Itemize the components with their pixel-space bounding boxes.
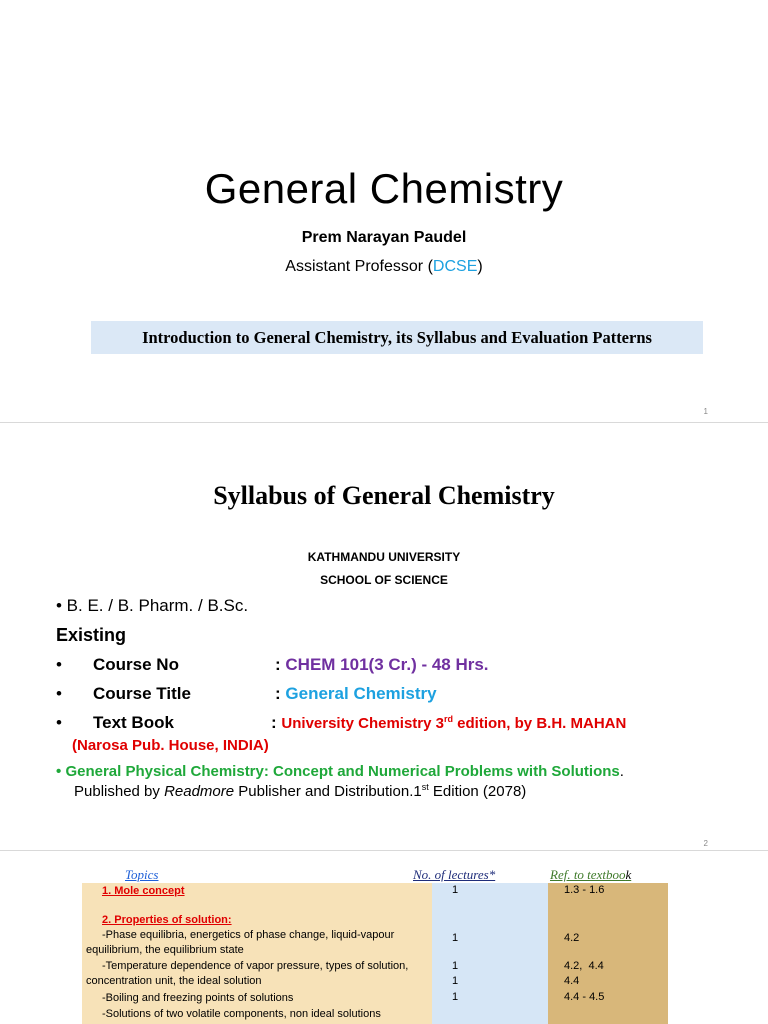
topic-cell: 2. Properties of solution:	[102, 914, 232, 926]
topic-cell: -Boiling and freezing points of solutions	[102, 992, 294, 1004]
header-topics: Topics	[125, 867, 159, 882]
reference-cell: 4.2, 4.4 4.4	[564, 960, 604, 987]
course-title-label: Course Title	[93, 684, 191, 703]
reference-cell: 1.3 - 1.6	[564, 884, 605, 896]
colon: :	[275, 655, 281, 674]
bullet: •	[56, 655, 62, 674]
header-reference-last: k	[625, 867, 632, 882]
slide-2	[0, 425, 768, 848]
text-book-title: University Chemistry 3	[281, 715, 444, 732]
course-title-row	[56, 684, 756, 708]
lectures-column	[432, 883, 548, 1024]
header-lectures: No. of lectures*	[413, 867, 496, 882]
colon: :	[275, 684, 281, 703]
lectures-cell: 1	[452, 991, 459, 1003]
syllabus-table	[82, 883, 668, 1024]
colon: :	[271, 713, 277, 732]
header-reference	[550, 867, 631, 883]
topic-cell: -Temperature dependence of vapor pressure, types of solution, concentration unit, the ideal solution	[86, 960, 409, 987]
publisher-name: Readmore	[164, 783, 235, 800]
superscript: rd	[443, 714, 453, 724]
course-title-value: General Chemistry	[285, 684, 437, 703]
syllabus-title: Syllabus of General Chemistry	[213, 481, 555, 510]
university-name: KATHMANDU UNIVERSITY	[307, 550, 461, 564]
lectures-cell: 1	[452, 884, 459, 896]
page-number: 1	[703, 407, 708, 416]
header-reference-text: Ref. to textboo	[550, 867, 626, 882]
course-no-row	[56, 655, 756, 679]
position-suffix: )	[477, 258, 483, 275]
edition-year: Edition (2078)	[428, 783, 527, 800]
topic-cell: -Solutions of two volatile components, non ideal solutions	[102, 1008, 381, 1020]
author-position	[0, 258, 768, 276]
slide-title: General Chemistry	[204, 165, 564, 212]
publisher-mid: Publisher and Distribution.1	[234, 783, 422, 800]
lectures-cell: 1 1	[452, 960, 459, 987]
superscript: st	[421, 782, 429, 792]
topic-cell: 1. Mole concept	[102, 885, 185, 897]
programs-line: • B. E. / B. Pharm. / B.Sc.	[56, 596, 249, 615]
slide-divider	[0, 422, 768, 423]
existing-label: Existing	[56, 625, 127, 645]
course-no-label: Course No	[93, 655, 179, 674]
slide-divider	[0, 850, 768, 851]
department-name: DCSE	[432, 258, 478, 275]
reference-cell: 4.4 - 4.5	[564, 991, 605, 1003]
author-name: Prem Narayan Paudel	[301, 229, 467, 246]
page-number: 2	[703, 839, 708, 848]
reference-cell: 4.2	[564, 932, 580, 944]
position-prefix: Assistant Professor (	[285, 258, 433, 275]
text-book-author: edition, by B.H. MAHAN	[452, 715, 627, 732]
slide-1	[0, 0, 768, 420]
period: .	[619, 763, 624, 780]
text-book-value	[281, 715, 626, 732]
reference-book-publisher	[74, 782, 526, 800]
lectures-cell: 1	[452, 932, 459, 944]
bullet: •	[56, 684, 62, 703]
course-no-value: CHEM 101(3 Cr.) - 48 Hrs.	[285, 655, 489, 674]
text-book-row	[56, 713, 756, 737]
bullet: •	[56, 763, 62, 780]
text-book-publisher: (Narosa Pub. House, INDIA)	[72, 737, 269, 754]
slide-3	[0, 855, 768, 1024]
topic-cell: -Phase equilibria, energetics of phase change, liquid-vapour equilibrium, the equilibrium state	[86, 929, 395, 956]
text-book-label: Text Book	[93, 713, 174, 732]
reference-book-line	[56, 763, 624, 780]
publisher-prefix: Published by	[74, 783, 165, 800]
bullet: •	[56, 713, 62, 732]
reference-book-title: General Physical Chemistry: Concept and Numerical Problems with Solutions	[65, 763, 620, 780]
school-name: SCHOOL OF SCIENCE	[320, 573, 448, 587]
intro-banner: Introduction to General Chemistry, its Syllabus and Evaluation Patterns	[91, 321, 703, 354]
